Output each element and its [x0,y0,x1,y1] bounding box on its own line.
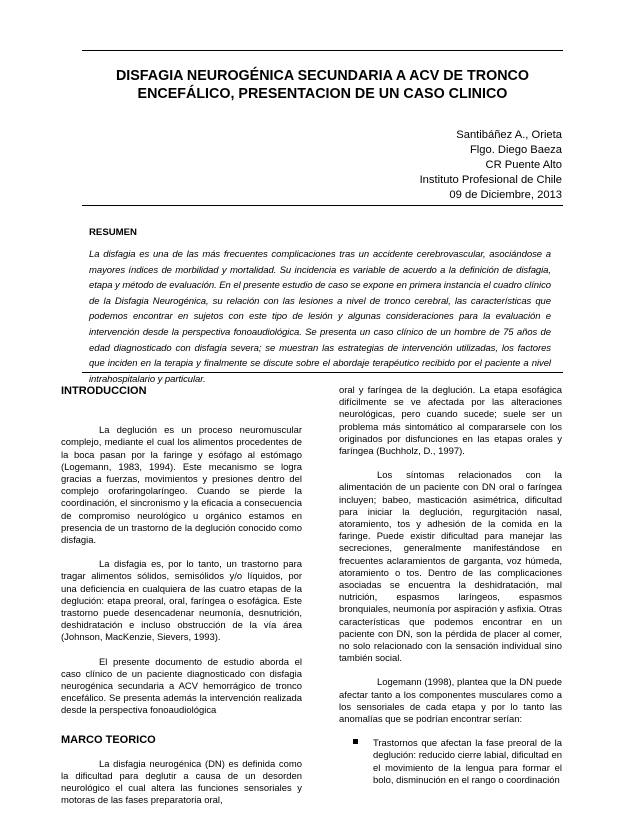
paragraph: El presente documento de estudio aborda el caso clínico de un paciente diagnosticado con disfagia neurogénica secundaria a ACV hemorrágico de tronco encefálico. Se presenta además la intervención realizada desde la perspectiva fonoaudiológica [61,656,302,717]
paragraph: Logemann (1998), plantea que la DN puede afectar tanto a los componentes musculares como a los sensoriales de cada etapa y por lo tanto las anomalías que se podrían encontrar serían: [339,677,562,726]
paragraph: La disfagia neurogénica (DN) es definida como la dificultad para deglutir a causa de un desorden neurológico el cual altera las funciones sensoriales y motoras de las fases preparatoria oral, [61,758,302,807]
abstract-heading: RESUMEN [89,227,137,238]
section-heading-marco-teorico: MARCO TEORICO [61,733,156,746]
paragraph: oral y faríngea de la deglución. La etapa esofágica difícilmente se ve afectada por las alteraciones neurológicas, pero cuando sucede; suele ser un problema más sintomático al compararsele con los originados por disfunciones en las etapas orales y faríngea (Buchholz, D., 1997). [339,385,562,458]
title-line-1: DISFAGIA NEUROGÉNICA SECUNDARIA A ACV DE TRONCO [115,68,530,84]
section-heading-introduccion: INTRODUCCION [61,385,147,397]
top-rule [82,50,563,51]
spacer [61,410,302,425]
right-column [339,385,562,787]
paper-date: 09 de Diciembre, 2013 [449,189,562,201]
bullet-list [339,738,562,787]
abstract [89,227,551,387]
abstract-divider [82,372,563,373]
list-item-text: Trastornos que afectan la fase preoral de la deglución: reducido cierre labial, dificultad en el movimiento de la lengua para formar el bolo, disminución en el rango o coordinación [373,738,562,786]
abstract-text: La disfagia es una de las más frecuentes complicaciones tras un accidente cerebrovascular, asociándose a mayores índices de morbilidad y mortalidad. Su incidencia es variable de acuerdo a la definición de disfagia, etapa y método de evaluación. En el presente estudio de caso se expone en primera instancia el cuadro clínico de la Disfagia Neurogénica, su relación con las lesiones a nivel de tronco cerebral, las características que podemos encontrar en sujetos con este tipo de lesión y algunas consideraciones para la evaluación e intervención desde la perspectiva fonoaudiológica. Se presenta un caso clínico de un hombre de 75 años de edad diagnosticado con disfagia severa; se muestran las estrategias de intervención utilizadas, los factores que inciden en la terapia y finalmente se discute sobre el abordaje terapéutico recibido por el paciente a nivel intrahospitalario y particular. [89,249,551,385]
author-block [420,128,562,203]
title-line-2: ENCEFÁLICO, PRESENTACION DE UN CASO CLINICO [137,86,508,102]
author-affiliation: CR Puente Alto [485,159,562,171]
header-divider [82,205,563,206]
paragraph: La deglución es un proceso neuromuscular complejo, mediante el cual los alimentos procedentes de la boca pasan por la faringe y esófago al estómago (Logemann, 1983, 1994). Este mecanismo se logra gracias a fuerzas, movimientos y presiones dentro del complejo orofaringolaríngeo. Cuando se pierde la coordinación, el sincronismo y la eficacia a consecuencia de compromiso neurológico u orgánico estamos en presencia de un trastorno de la deglución conocido como disfagia. [61,425,302,547]
paragraph: Los síntomas relacionados con la alimentación de un paciente con DN oral o faríngea incluyen; babeo, masticación asimétrica, dificultad para iniciar la deglución, regurgitación nasal, atoramiento, tos y adhesión de la comida en la faringe. Puede existir dificultad para manejar las secreciones, generalmente manifestándose en frecuentes aclaramientos de garganta, voz húmeda, atoramiento o tos. Dentro de las complicaciones asociadas se encuentra la deshidratación, mal nutrición, espasmos laríngeos, espasmos bronquiales, neumonía por aspiración y asfixia. Otras características que podemos encontrar en un paciente con DN, son la pérdida de placer al comer, no solo relacionado con la sensación individual sino también social. [339,470,562,665]
square-bullet-icon [353,739,358,744]
author-name: Santibáñez A., Orieta [456,129,562,141]
list-item [339,738,562,787]
paragraph: La disfagia es, por lo tanto, un trastorno para tragar alimentos sólidos, semisólidos y/o líquidos, por una deficiencia en cualquiera de las cuatro etapas de la deglución: etapa preoral, oral, faríngea o esofágica. Este trastorno puede desencadenar neumonía, desnutrición, deshidratación e incluso obstrucción de la vía área (Johnson, MacKenzie, Sievers, 1993). [61,559,302,644]
author-advisor: Flgo. Diego Baeza [469,144,562,156]
left-column [61,385,302,820]
paper-title [82,67,563,103]
author-institution: Instituto Profesional de Chile [419,174,562,186]
